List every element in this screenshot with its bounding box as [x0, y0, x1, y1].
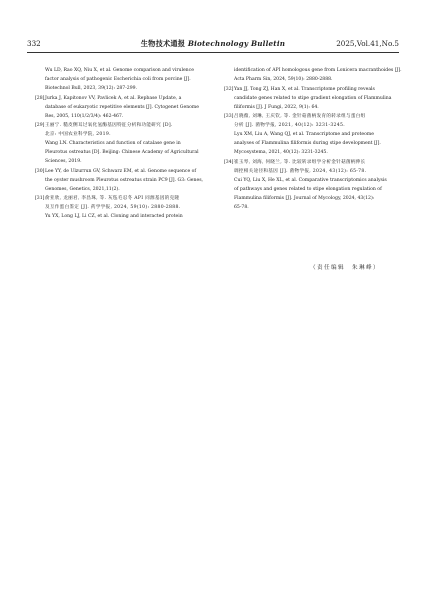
page-number: 332: [27, 39, 41, 48]
reference-line: Flammulina filiformis [J]. Journal of Mycology, 2024, 43(12):: [234, 195, 375, 201]
reference-number: [32]: [224, 86, 234, 92]
reference-item: [226, 112, 404, 157]
journal-title-en: Biotechnology Bulletin: [187, 39, 286, 48]
reference-item: [37, 66, 215, 93]
reference-column-left: [37, 66, 215, 222]
reference-line: Acta Pharm Sin, 2024, 59(10): 2880-2888.: [234, 77, 333, 82]
reference-line: Wang LN. Characteristics and function of catalase gene in: [45, 141, 181, 147]
reference-line: 崔玉琴, 刘海, 何晓兰, 等. 比较转录组学分析金针菇菌柄伸长: [234, 159, 366, 165]
reference-line: Lyu XM, Liu A, Wang QJ, et al. Transcriptome and proteome: [234, 132, 374, 138]
reference-line: Cui YQ, Liu X, He XL, et al. Comparative transcriptomics analysis: [234, 177, 387, 183]
reference-number: [34]: [224, 159, 234, 165]
reference-line: Biotechnol Bull, 2023, 39(12): 287-299.: [45, 86, 137, 91]
reference-line: identification of API homologous gene from Lonicera macranthoides [J].: [234, 68, 402, 73]
reference-number: [29]: [35, 123, 45, 129]
reference-line: of pathways and genes related to stipe elongation regulation of: [234, 186, 382, 192]
reference-item: [226, 85, 404, 112]
reference-column-right: [226, 66, 404, 212]
reference-line: 65-78.: [234, 204, 249, 210]
reference-number: [30]: [35, 168, 45, 174]
reference-line: Res, 2005, 110(1/2/3/4): 462-467.: [45, 113, 124, 119]
reference-line: filiformis [J]. J Fungi, 2022, 9(1): 64.: [234, 104, 319, 110]
reference-line: analyses of Flammulina filiformis during stipe development [J].: [234, 141, 381, 147]
reference-item: [37, 121, 215, 166]
reference-line: 北京: 中国农业科学院, 2019.: [45, 132, 111, 138]
reference-item: [37, 194, 215, 221]
reference-line: Genomes, Genetics, 2021,11(2).: [45, 186, 120, 192]
reference-line: Lee YY, de Ulzurrun GV, Schwarz EM, et al. Genome sequence of: [45, 168, 197, 174]
journal-title-zh: 生物技术通报: [140, 39, 186, 48]
reference-number: [31]: [35, 196, 45, 202]
reference-line: 俞亚欣, 龙丽君, 李昌珠, 等. 灰毡毛忍冬 API 同源基因的克隆: [45, 196, 180, 202]
reference-line: Pleurotus ostreatus [D]. Beijing: Chinese Academy of Agricultural: [45, 150, 199, 156]
reference-item: [37, 167, 215, 194]
reference-line: the oyster mushroom Pleurotus ostreatus strain PC9 [J]. G3: Genes,: [45, 177, 204, 183]
reference-number: [28]: [35, 95, 45, 101]
reference-line: Yan JJ, Tong ZJ, Han X, et al. Transcriptome profiling reveals: [234, 86, 375, 92]
reference-line: candidate genes related to stipe gradient elongation of Flammulina: [234, 95, 392, 101]
reference-line: factor analysis of pathogenic Escherichia coli from porcine [J].: [45, 77, 191, 82]
reference-item: [37, 94, 215, 121]
reference-number: [33]: [224, 114, 234, 120]
running-header: [27, 38, 399, 53]
responsible-editor: （责任编辑 朱琳峰）: [310, 265, 380, 271]
reference-line: Sciences, 2019.: [45, 159, 82, 165]
reference-line: 调控相关途径和基因 [J]. 菌物学报, 2024, 43(12): 65-78.: [234, 168, 367, 174]
reference-line: 分析 [J]. 菌物学报, 2021, 40(12): 3231-3245.: [234, 123, 345, 129]
reference-item: [226, 66, 404, 84]
reference-line: 王丽宁. 糙皮侧耳过氧化氢酶基因特征分析和功能研究 [D].: [45, 123, 173, 129]
reference-line: 及互作蛋白鉴定 [J]. 药学学报, 2024, 59(10): 2880-2888.: [45, 205, 181, 211]
reference-line: Mycosystema, 2021, 40(12): 3231-3245.: [234, 150, 328, 156]
reference-line: database of eukaryotic repetitive elements [J]. Cytogenet Genome: [45, 104, 199, 110]
reference-item: [226, 158, 404, 212]
issue-info: 2025,Vol.41,No.5: [336, 39, 399, 48]
reference-line: Wu LD, Rao XQ, Niu X, et al. Genome comparison and virulence: [45, 68, 194, 73]
reference-line: 吕晓薇, 刘琳, 王庆钦, 等. 金针菇菌柄发育的转录组与蛋白组: [234, 114, 366, 120]
reference-line: Yu YX, Long LJ, Li CZ, et al. Cloning and interacted protein: [45, 214, 183, 220]
reference-line: Jurka J, Kapitonov VV, Pavlicek A, et al. Repbase Update, a: [45, 95, 182, 101]
